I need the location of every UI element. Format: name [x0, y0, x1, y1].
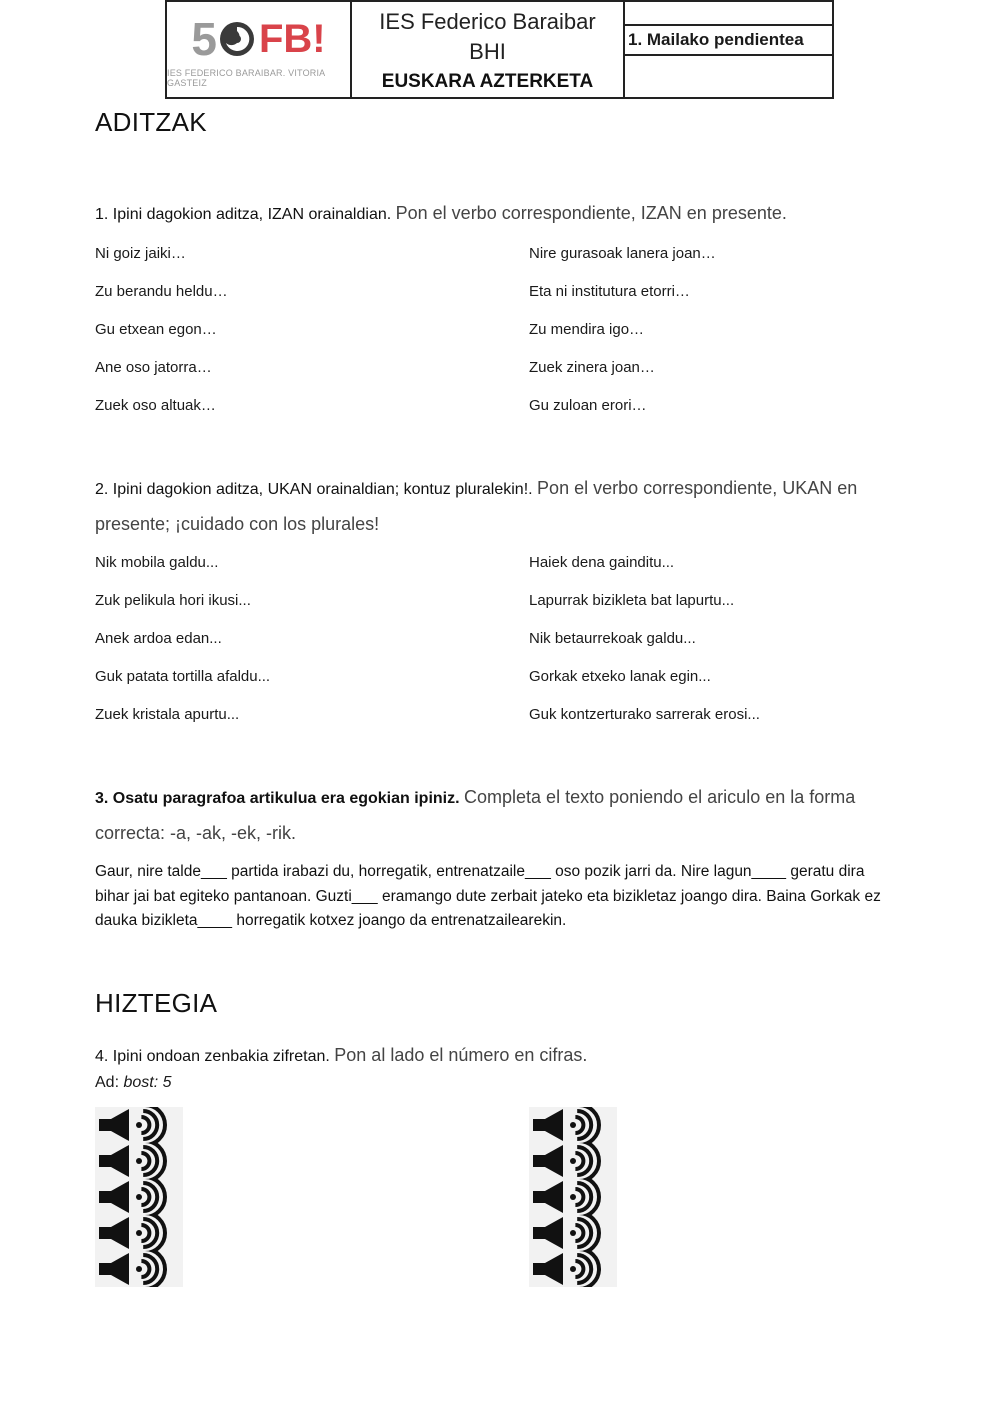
- speaker-icon[interactable]: [95, 1107, 183, 1143]
- logo-subtitle: IES FEDERICO BARAIBAR. VITORIA GASTEIZ: [167, 67, 325, 88]
- exercise-1-left-item: Zuek oso altuak…: [95, 397, 216, 414]
- audio-column-left: [95, 1107, 183, 1287]
- list-item: [95, 630, 915, 668]
- exercise-1-right-item: Nire gurasoak lanera joan…: [529, 245, 716, 262]
- exercise-4-example: [95, 1074, 172, 1092]
- logo-mark: [191, 12, 325, 66]
- exercise-1-right-item: Eta ni institutura etorri…: [529, 283, 690, 300]
- exercise-1-right-item: Zuek zinera joan…: [529, 359, 655, 376]
- exercise-4-instruction: [95, 1038, 915, 1074]
- list-item: [95, 245, 915, 283]
- speaker-icon[interactable]: [95, 1179, 183, 1215]
- example-value: bost: 5: [123, 1074, 172, 1091]
- exercise-2-instruction: [95, 471, 915, 543]
- speaker-icon[interactable]: [529, 1107, 617, 1143]
- exercise-4-instruction-eu: 4. Ipini ondoan zenbakia zifretan.: [95, 1048, 330, 1065]
- school-name: IES Federico Baraibar: [379, 8, 596, 34]
- exercise-1-left-item: Zu berandu heldu…: [95, 283, 228, 300]
- section-title-hiztegia: HIZTEGIA: [95, 988, 218, 1018]
- exercise-2-instruction-es: Pon el verbo correspondiente, UKAN en presente; ¡cuidado con los plurales!: [95, 478, 858, 534]
- exam-title: EUSKARA AZTERKETA: [381, 70, 594, 92]
- exercise-1-instruction-eu: 1. Ipini dagokion aditza, IZAN orainaldian.: [95, 206, 392, 223]
- exercise-2-right-item: Guk kontzerturako sarrerak erosi...: [529, 706, 760, 723]
- exercise-2-left-item: Zuek kristala apurtu...: [95, 706, 240, 723]
- exercise-2-instruction-eu: 2. Ipini dagokion aditza, UKAN orainaldian; kontuz pluralekin!.: [95, 481, 533, 498]
- exercise-1-instruction: [95, 196, 915, 232]
- speaker-icon[interactable]: [529, 1251, 617, 1287]
- speaker-icon[interactable]: [95, 1251, 183, 1287]
- list-item: [95, 668, 915, 706]
- header-empty-cell-bottom: [625, 56, 832, 97]
- audio-column-right: [529, 1107, 617, 1287]
- exercise-2-left-item: Guk patata tortilla afaldu...: [95, 668, 271, 685]
- exercise-1-right-item: Zu mendira igo…: [529, 321, 645, 338]
- exercise-4-instruction-es: Pon al lado el número en cifras.: [334, 1045, 588, 1065]
- logo-swirl-icon: [217, 19, 257, 59]
- exercise-1-left-item: Ni goiz jaiki…: [95, 245, 186, 262]
- exercise-2-left-item: Nik mobila galdu...: [95, 554, 219, 571]
- list-item: [95, 554, 915, 592]
- exercise-2-left-item: Zuk pelikula hori ikusi...: [95, 592, 251, 609]
- exercise-1-right-item: Gu zuloan erori…: [529, 397, 647, 414]
- example-prefix: Ad:: [95, 1074, 120, 1091]
- exercise-2-right-item: Lapurrak bizikleta bat lapurtu...: [529, 592, 735, 609]
- exercise-3-paragraph: Gaur, nire talde___ partida irabazi du, horregatik, entrenatzaile___ oso pozik jarri da. Nire lagun____ geratu dira bihar jai bat egiteko pantanoan. Guzti___ eramango dute zerbait jateko eta bizikletaz joango dira. Baina Gorkak ez dauka bizikleta____ horregatik kotxez joango da entrenatzailearekin.: [95, 863, 881, 929]
- speaker-icon[interactable]: [529, 1143, 617, 1179]
- level-cell: [625, 2, 832, 97]
- logo-five: 5: [191, 12, 217, 65]
- exercise-1-instruction-es: Pon el verbo correspondiente, IZAN en presente.: [395, 203, 787, 223]
- list-item: [95, 359, 915, 397]
- list-item: [95, 706, 915, 744]
- school-name-cell: [352, 2, 625, 97]
- list-item: [95, 592, 915, 630]
- exercise-2-items: [95, 554, 915, 744]
- exercise-2-left-item: Anek ardoa edan...: [95, 630, 222, 647]
- school-logo: [167, 2, 352, 97]
- speaker-icon[interactable]: [529, 1179, 617, 1215]
- speaker-icon[interactable]: [529, 1215, 617, 1251]
- list-item: [95, 321, 915, 359]
- exercise-1-left-item: Gu etxean egon…: [95, 321, 217, 338]
- exercise-1-items: [95, 245, 915, 435]
- exercise-2-right-item: Nik betaurrekoak galdu...: [529, 630, 696, 647]
- exercise-3-instruction: [95, 780, 915, 852]
- section-title-aditzak: ADITZAK: [95, 107, 207, 137]
- exercise-3-instruction-eu: 3. Osatu paragrafoa artikulua era egokian ipiniz.: [95, 790, 460, 807]
- list-item: [95, 397, 915, 435]
- school-abbrev: BHI: [469, 38, 506, 64]
- exercise-3-instruction-es: Completa el texto poniendo el ariculo en la forma correcta: -a, -ak, -ek, -rik.: [95, 787, 856, 843]
- header-empty-cell-top: [625, 2, 832, 26]
- level-label: 1. Mailako pendientea: [625, 26, 832, 56]
- exercise-2-right-item: Haiek dena gainditu...: [529, 554, 675, 571]
- exercise-2-right-item: Gorkak etxeko lanak egin...: [529, 668, 711, 685]
- exercise-1-left-item: Ane oso jatorra…: [95, 359, 212, 376]
- list-item: [95, 283, 915, 321]
- header-table: [165, 0, 834, 99]
- speaker-icon[interactable]: [95, 1143, 183, 1179]
- speaker-icon[interactable]: [95, 1215, 183, 1251]
- logo-fb: FB!: [258, 16, 326, 61]
